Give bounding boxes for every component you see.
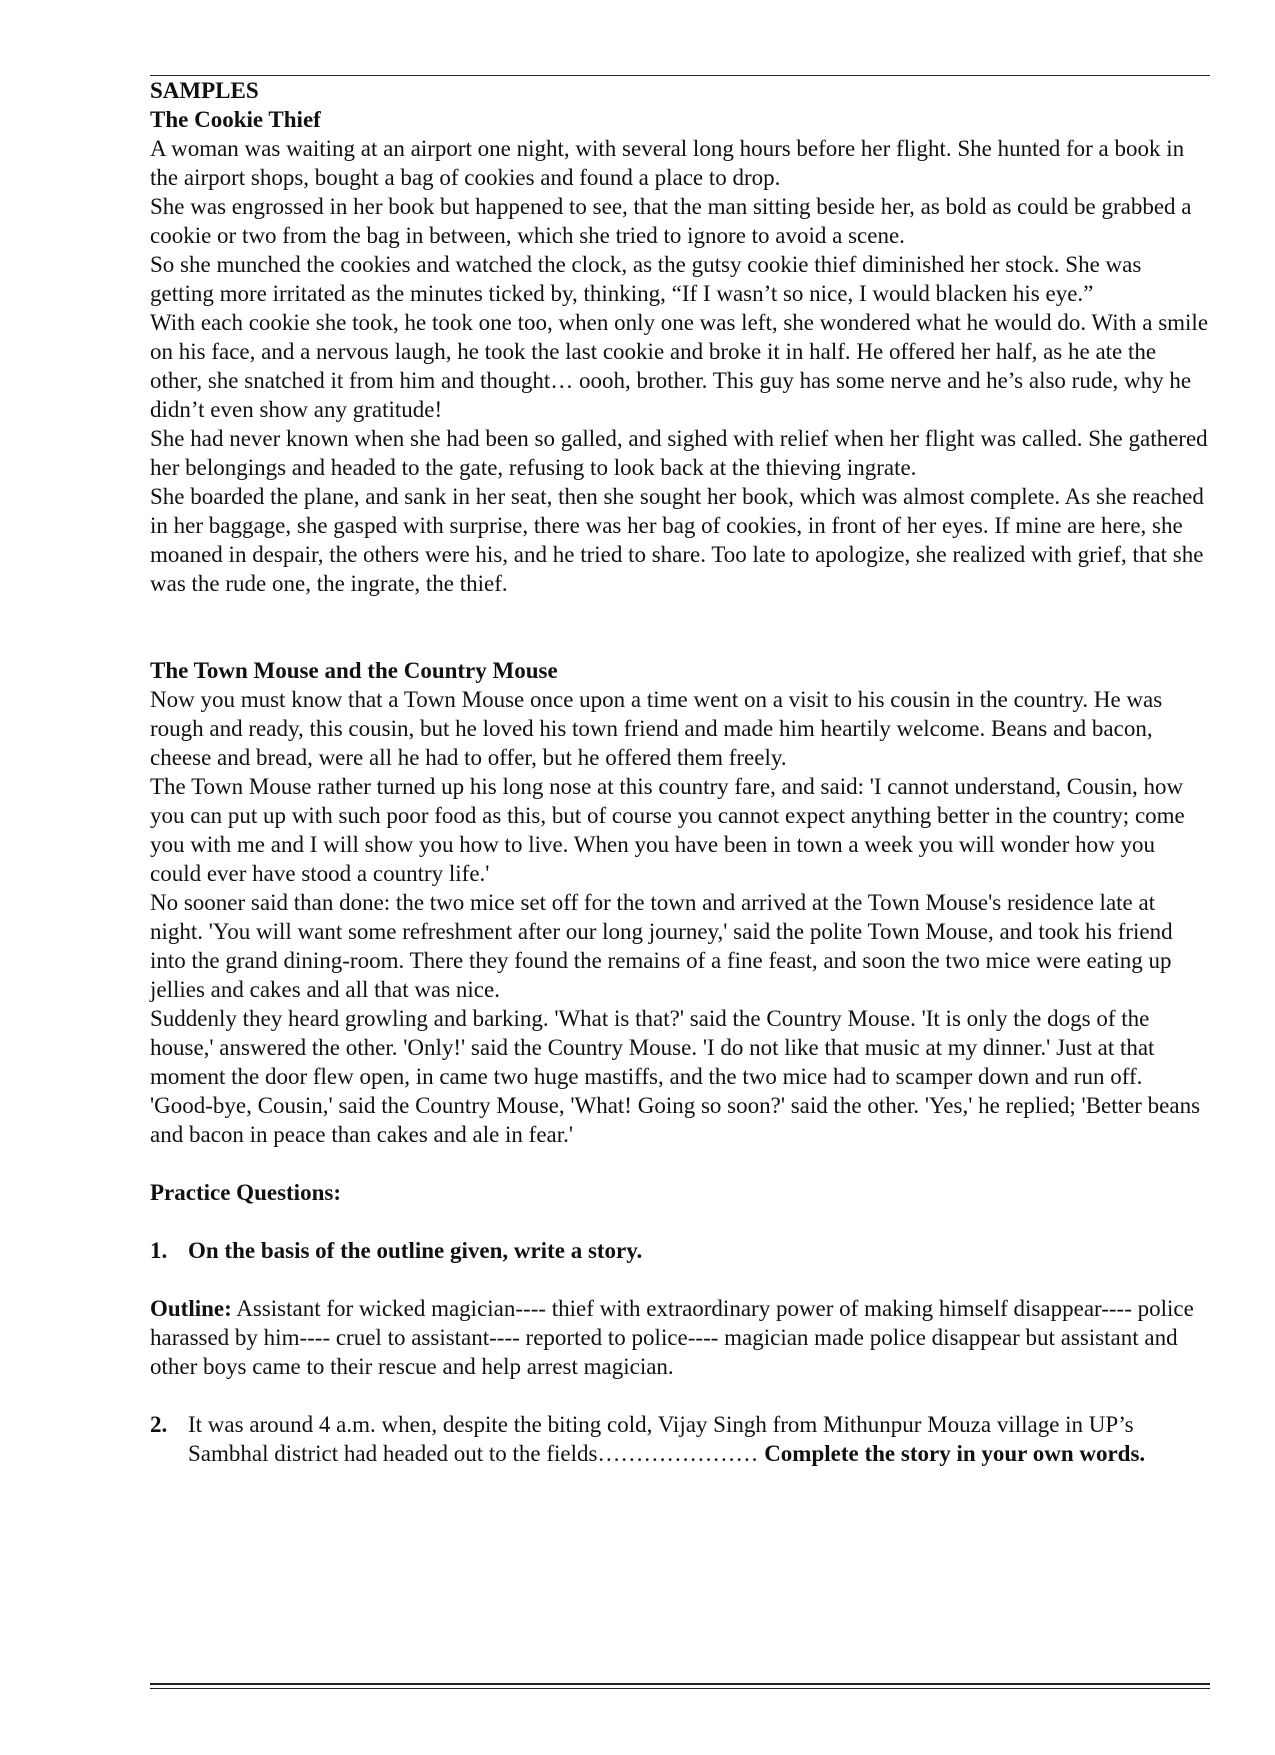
practice-questions — [150, 1178, 1210, 1468]
section-title: SAMPLES — [150, 78, 259, 103]
practice-heading: Practice Questions: — [150, 1180, 341, 1205]
question-text — [188, 1410, 1210, 1468]
story-paragraph: She was engrossed in her book but happened to see, that the man sitting beside her, as bold as could be grabbed a cookie or two from the bag in between, which she tried to ignore to avoid a scene. — [150, 194, 1192, 248]
story-paragraph: Now you must know that a Town Mouse once upon a time went on a visit to his cousin in the country. He was rough and ready, this cousin, but he loved his town friend and made him heartily welcome. Beans and bacon, cheese and bread, were all he had to offer, but he offered them freely. — [150, 687, 1163, 770]
question-text: On the basis of the outline given, write a story. — [188, 1238, 643, 1263]
bottom-rule — [150, 1683, 1210, 1689]
outline — [150, 1294, 1210, 1381]
story-title: The Cookie Thief — [150, 107, 321, 132]
story-paragraph: She had never known when she had been so galled, and sighed with relief when her flight was called. She gathered her belongings and headed to the gate, refusing to look back at the thieving ingrate. — [150, 426, 1208, 480]
story-town-mouse — [150, 656, 1210, 1149]
outline-text: Assistant for wicked magician---- thief with extraordinary power of making himself disappear---- police harassed by him---- cruel to assistant---- reported to police---- magician made police disappear but assistant and other boys came to their rescue and help arrest magician. — [150, 1296, 1194, 1379]
question-1 — [150, 1236, 1210, 1265]
question-number: 2. — [150, 1412, 168, 1437]
question-number: 1. — [150, 1238, 168, 1263]
story-cookie-thief — [150, 105, 1210, 598]
story-paragraph: The Town Mouse rather turned up his long nose at this country fare, and said: 'I cannot understand, Cousin, how you can put up with such poor food as this, but of course you cannot expect anything better in the country; come you with me and I will show you how to live. When you have been in town a week you will wonder how you could ever have stood a country life.' — [150, 774, 1185, 886]
story-paragraph: She boarded the plane, and sank in her seat, then she sought her book, which was almost complete. As she reached in her baggage, she gasped with surprise, there was her bag of cookies, in front of her eyes. If mine are here, she moaned in despair, the others were his, and he tried to share. Too late to apologize, she realized with grief, that she was the rude one, the ingrate, the thief. — [150, 484, 1204, 596]
story-paragraph: So she munched the cookies and watched the clock, as the gutsy cookie thief diminished her stock. She was getting more irritated as the minutes ticked by, thinking, “If I wasn’t so nice, I would blacken his eye.” — [150, 252, 1142, 306]
question-instruction: Complete the story in your own words. — [764, 1441, 1146, 1466]
question-2 — [150, 1410, 1210, 1468]
question-prompt: It was around 4 a.m. when, despite the biting cold, Vijay Singh from Mithunpur Mouza village in UP’s Sambhal district had headed out to the fields………………… — [188, 1412, 1134, 1466]
document-page — [150, 0, 1210, 1755]
outline-label: Outline: — [150, 1296, 232, 1321]
story-paragraph: No sooner said than done: the two mice set off for the town and arrived at the Town Mouse's residence late at night. 'You will want some refreshment after our long journey,' said the polite Town Mouse, and took his friend into the grand dining-room. There they found the remains of a fine feast, and soon the two mice were eating up jellies and cakes and all that was nice. — [150, 890, 1173, 1002]
story-title: The Town Mouse and the Country Mouse — [150, 658, 558, 683]
story-paragraph: With each cookie she took, he took one too, when only one was left, she wondered what he would do. With a smile on his face, and a nervous laugh, he took the last cookie and broke it in half. He offered her half, as he ate the other, she snatched it from him and thought… oooh, brother. This guy has some nerve and he’s also rude, why he didn’t even show any gratitude! — [150, 310, 1209, 422]
content — [150, 76, 1210, 1468]
story-paragraph: Suddenly they heard growling and barking. 'What is that?' said the Country Mouse. 'It is only the dogs of the house,' answered the other. 'Only!' said the Country Mouse. 'I do not like that music at my dinner.' Just at that moment the door flew open, in came two huge mastiffs, and the two mice had to scamper down and run off. 'Good-bye, Cousin,' said the Country Mouse, 'What! Going so soon?' said the other. 'Yes,' he replied; 'Better beans and bacon in peace than cakes and ale in fear.' — [150, 1006, 1201, 1147]
story-paragraph: A woman was waiting at an airport one night, with several long hours before her flight. She hunted for a book in the airport shops, bought a bag of cookies and found a place to drop. — [150, 136, 1185, 190]
